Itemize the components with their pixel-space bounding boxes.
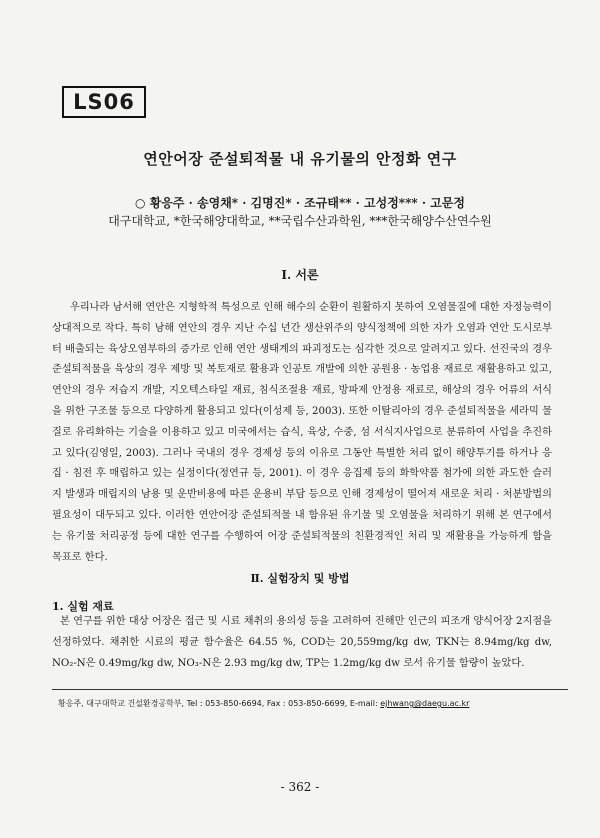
introduction-paragraph: 우리나라 남서해 연안은 지형학적 특성으로 인해 해수의 순환이 원활하지 못하여 오염물질에 대한 자정능력이 상대적으로 작다. 특히 남해 연안의 경우 지난 수십 년간 생산위주의 양식정책에 의한 자가 오염과 연안 도시로부터 배출되는 육상오염부하의 증가로 인해 연안 생태계의 파괴정도는 심각한 것으로 알려지고 있다. 선진국의 경우 준설퇴적물을 육상의 경우 제방 및 복토재로 활용과 인공토 개발에 의한 공원용 · 농업용 재료로 재활용하고 있고, 연안의 경우 저습지 개발, 지오텍스타일 재료, 침식조절용 재료, 방파제 안정용 재료로, 해상의 경우 어류의 서식을 위한 구조물 등으로 다양하게 활용되고 있다(이성제 등, 2003). 또한 이탈리아의 경우 준설퇴적물을 세라믹 물질로 유리화하는 기술을 이용하고 있고 미국에서는 습식, 육상, 수중, 섬 서식지사업으로 분류하여 사업을 추진하고 있다(김영일, 2003). 그러나 국내의 경우 경제성 등의 이유로 그동안 특별한 처리 없이 해양투기를 하거나 응집 · 침전 후 매립하고 있는 실정이다(정연규 등, 2001). 이 경우 응집제 등의 화학약품 첨가에 의한 과도한 슬러지 발생과 매립지의 남용 및 운반비용에 따른 운용비 부담 등으로 인해 경제성이 떨어져 새로운 처리 · 처분방법의 필요성이 대두되고 있다. 이러한 연안어장 준설퇴적물 내 함유된 유기물 및 오염물을 처리하기 위해 본 연구에서는 유기물 처리공정 등에 대한 연구를 수행하여 어장 준설퇴적물의 친환경적인 처리 및 재활용을 가능하게 함을 목표로 한다. bbox=[52, 302, 552, 563]
section-heading-methods: Ⅱ. 실험장치 및 방법 bbox=[250, 572, 350, 585]
section-heading-introduction: Ⅰ. 서론 bbox=[281, 268, 319, 282]
affiliation-list: 대구대학교, *한국해양대학교, **국립수산과학원, ***한국해양수산연수원 bbox=[108, 214, 492, 228]
footnote-contact-text: 황응주, 대구대학교 건설환경공학부, Tel : 053-850-6694, Fax : 053-850-6699, E-mail: bbox=[58, 699, 381, 708]
page-number: - 362 - bbox=[280, 780, 320, 794]
footnote-email-link[interactable]: ejhwang@daegu.ac.kr bbox=[380, 699, 470, 708]
subsection-heading-materials: 1. 실험 재료 bbox=[52, 600, 114, 613]
author-list: ○ 황응주 · 송영채* · 김명진* · 조규태** · 고성정*** · 고문정 bbox=[135, 196, 465, 210]
paper-title: 연안어장 준설퇴적물 내 유기물의 안정화 연구 bbox=[143, 150, 457, 168]
footnote-divider bbox=[52, 689, 568, 690]
abstract-code-box: LS06 bbox=[62, 86, 146, 118]
materials-paragraph: 본 연구를 위한 대상 어장은 접근 및 시료 채취의 용의성 등을 고려하여 진해만 인근의 피조개 양식어장 2지점을 선정하였다. 채취한 시료의 평균 함수율은 64.55 %, COD는 20,559mg/kg dw, TKN는 8.94mg/kg dw, NO₂-N은 0.49mg/kg dw, NO₃-N은 2.93 mg/kg dw, TP는 1.2mg/kg dw 로서 유기물 함량이 높았다. bbox=[52, 616, 552, 669]
corresponding-author-footnote bbox=[58, 698, 469, 709]
